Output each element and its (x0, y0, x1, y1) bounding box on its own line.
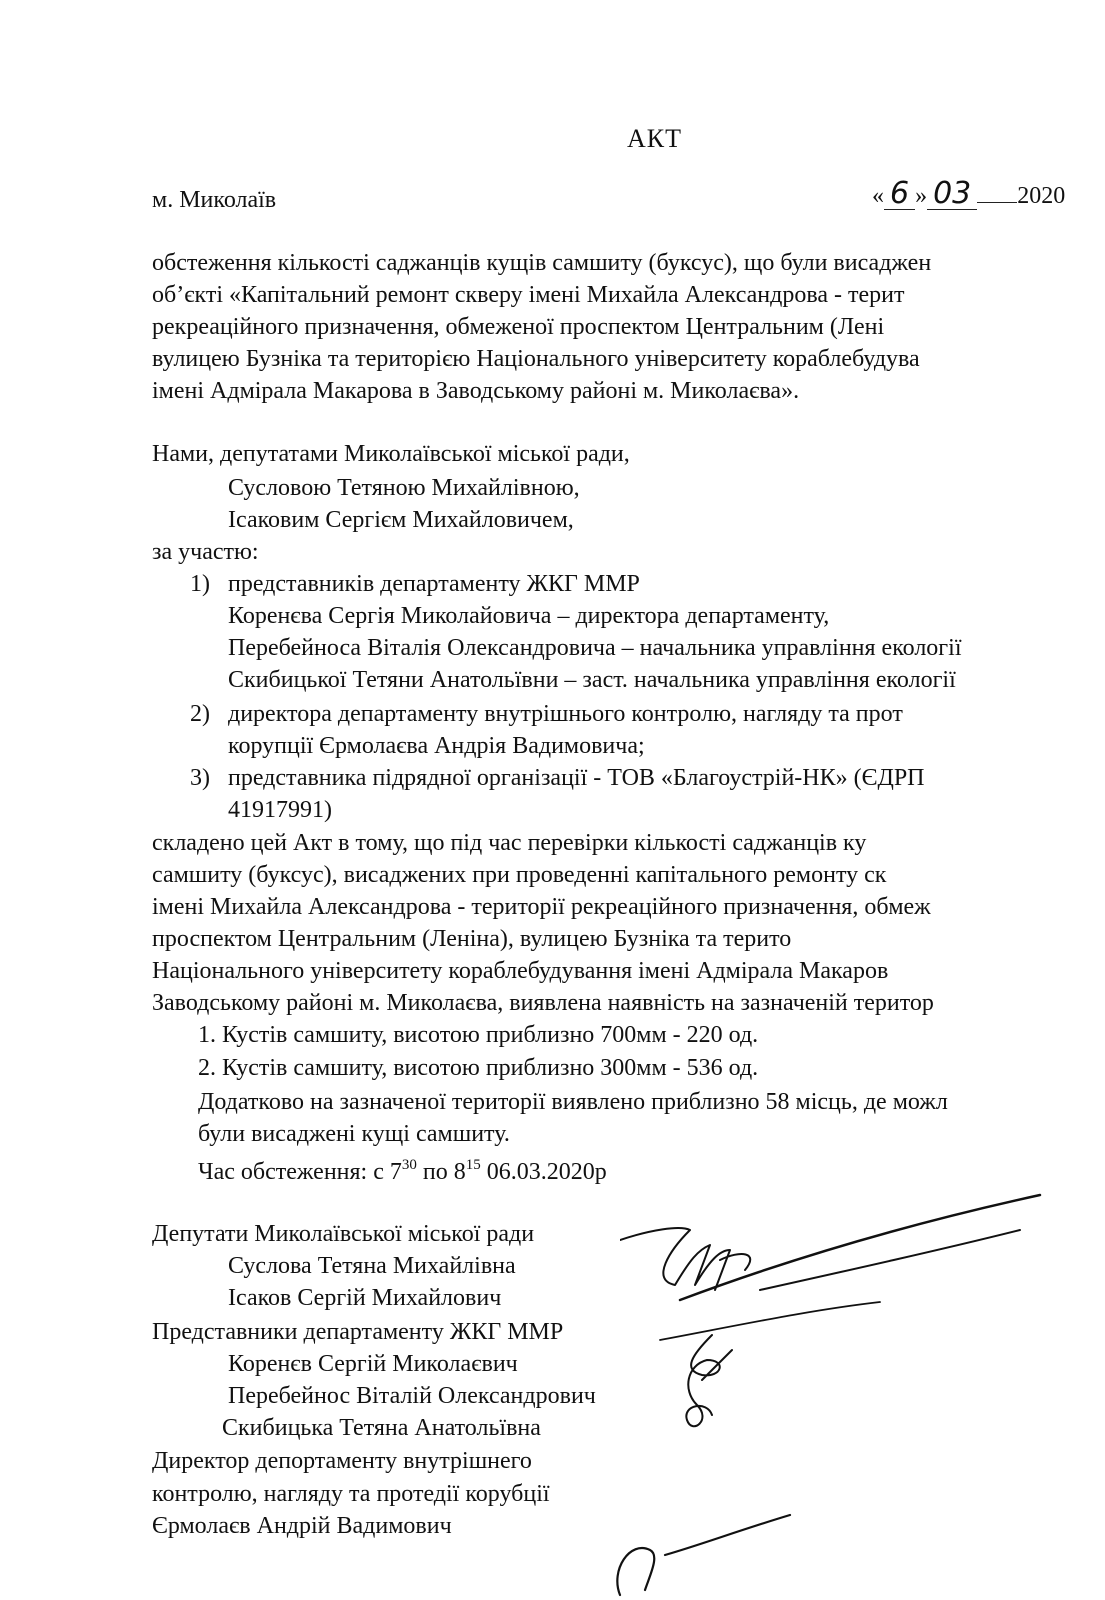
inspection-time (198, 1157, 607, 1185)
finding-line: самшиту (буксус), висаджених при проведенні капітального ремонту ск (152, 862, 887, 888)
time-date: 06.03.2020р (480, 1159, 607, 1185)
subject-line: вулицею Бузніка та територією Національного університету кораблебудува (152, 346, 920, 372)
signature-heading: Депутати Миколаївської міської ради (152, 1221, 535, 1247)
signatory-name: Коренєв Сергій Миколаєвич (228, 1351, 518, 1377)
signature-scribble (672, 1330, 742, 1440)
finding-line: Національного університету кораблебудування імені Адмірала Макаров (152, 958, 889, 984)
date-close-quote: » (915, 183, 928, 209)
participant-line: 41917991) (228, 797, 332, 823)
participant-line: представника підрядної організації - ТОВ «Благоустрій-НК» (ЄДРП (228, 765, 925, 791)
commission-member: Ісаковим Сергієм Михайловичем, (228, 507, 574, 533)
result-item: 2. Кустів самшиту, висотою приблизно 300мм - 536 од. (198, 1055, 759, 1081)
date-year: 2020 (1017, 183, 1066, 209)
subject-line: імені Адмірала Макарова в Заводському районі м. Миколаєва». (152, 378, 800, 404)
participant-number: 1) (190, 571, 210, 597)
date-underline (977, 202, 1017, 203)
participant-line: Скибицької Тетяни Анатольївни – заст. начальника управління екології (228, 667, 956, 693)
participant-line: представників департаменту ЖКГ ММР (228, 571, 640, 597)
time-end-minutes: 15 (465, 1157, 481, 1173)
signature-heading: контролю, нагляду та протедії корубції (152, 1481, 550, 1507)
time-label: Час обстеження: с 7 (198, 1159, 402, 1185)
participant-number: 3) (190, 765, 210, 791)
subject-line: об’єкті «Капітальний ремонт скверу імені Михайла Александрова - терит (152, 282, 905, 308)
signatory-name: Скибицька Тетяна Анатольївна (222, 1415, 541, 1441)
finding-line: імені Михайла Александрова - території рекреаційного призначення, обмеж (152, 894, 931, 920)
finding-line: проспектом Центральним (Леніна), вулицею Бузніка та терито (152, 926, 792, 952)
date-day: 6 (884, 180, 915, 210)
signatory-name: Ісаков Сергій Михайлович (228, 1285, 502, 1311)
signature-heading: Представники департаменту ЖКГ ММР (152, 1319, 564, 1345)
date-month: 03 (927, 180, 977, 210)
finding-line: складено цей Акт в тому, що під час перевірки кількості саджанців ку (152, 830, 867, 856)
subject-line: рекреаційного призначення, обмеженої проспектом Центральним (Лені (152, 314, 885, 340)
participation-label: за участю: (152, 539, 259, 565)
participant-line: корупції Єрмолаєва Андрія Вадимовича; (228, 733, 645, 759)
commission-member: Сусловою Тетяною Михайлівною, (228, 475, 580, 501)
signature-heading: Директор депортаменту внутрішнего (152, 1448, 532, 1474)
document-title: АКТ (627, 124, 682, 153)
date-open-quote: « (872, 183, 884, 209)
subject-line: обстеження кількості саджанців кущів самшиту (буксус), що були висаджен (152, 250, 932, 276)
commission-intro: Нами, депутатами Миколаївської міської ради, (152, 441, 630, 467)
finding-line: Заводському районі м. Миколаєва, виявлена наявність на зазначеній територ (152, 990, 934, 1016)
document-date (872, 176, 1066, 211)
signatory-name: Перебейнос Віталій Олександрович (228, 1383, 596, 1409)
signatory-name: Суслова Тетяна Михайлівна (228, 1253, 516, 1279)
participant-line: Коренєва Сергія Миколайовича – директора департаменту, (228, 603, 830, 629)
participant-line: Перебейноса Віталія Олександровича – начальника управління екології (228, 635, 962, 661)
signatory-name: Єрмолаєв Андрій Вадимович (152, 1513, 452, 1539)
additional-line: Додатково на зазначеної території виявлено приблизно 58 місць, де можл (198, 1089, 948, 1115)
participant-line: директора департаменту внутрішнього контролю, нагляду та прот (228, 701, 903, 727)
time-mid: по 8 (416, 1159, 466, 1185)
city: м. Миколаїв (152, 187, 277, 213)
additional-line: були висаджені кущі самшиту. (198, 1121, 510, 1147)
result-item: 1. Кустів самшиту, висотою приблизно 700мм - 220 од. (198, 1022, 759, 1048)
participant-number: 2) (190, 701, 210, 727)
signature-scribble (590, 1500, 810, 1600)
time-start-minutes: 30 (401, 1157, 417, 1173)
